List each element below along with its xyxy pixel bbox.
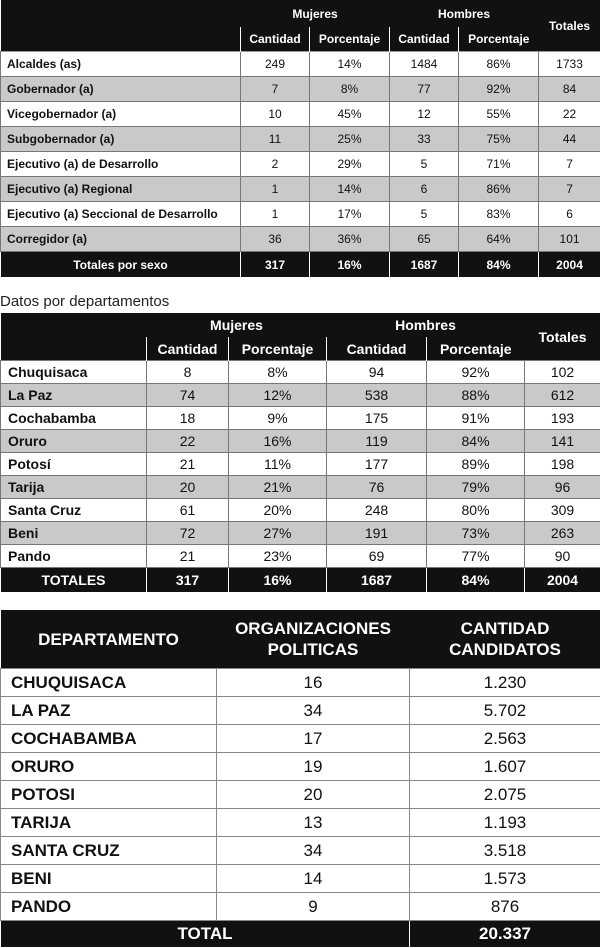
- header-porcentaje: Porcentaje: [459, 27, 539, 52]
- mujeres-porcentaje: 29%: [310, 152, 390, 177]
- row-label: Ejecutivo (a) Seccional de Desarrollo: [1, 202, 241, 227]
- table-row: [1, 669, 600, 697]
- table-row: [1, 77, 600, 102]
- hombres-cantidad: 33: [390, 127, 459, 152]
- mujeres-cantidad: 11: [241, 127, 310, 152]
- organizaciones-count: 13: [217, 809, 410, 837]
- hombres-cantidad: 76: [327, 476, 427, 499]
- mujeres-porcentaje: 17%: [310, 202, 390, 227]
- table-row: [1, 202, 600, 227]
- hombres-porcentaje: 84%: [427, 430, 525, 453]
- hombres-cantidad: 69: [327, 545, 427, 568]
- hombres-porcentaje: 80%: [427, 499, 525, 522]
- mujeres-cantidad: 1: [241, 177, 310, 202]
- mujeres-porcentaje: 27%: [229, 522, 327, 545]
- hombres-porcentaje: 75%: [459, 127, 539, 152]
- departamento-label: ORURO: [1, 753, 217, 781]
- row-total: 7: [539, 152, 600, 177]
- mujeres-cantidad: 21: [147, 545, 229, 568]
- table-row: [1, 865, 600, 893]
- table-row: [1, 361, 600, 384]
- header-blank: [1, 27, 241, 52]
- mujeres-cantidad: 72: [147, 522, 229, 545]
- totals-label: TOTALES: [1, 568, 147, 593]
- row-total: 7: [539, 177, 600, 202]
- mujeres-cantidad: 8: [147, 361, 229, 384]
- row-label: Gobernador (a): [1, 77, 241, 102]
- mujeres-cantidad: 20: [147, 476, 229, 499]
- header-totales: Totales: [525, 313, 600, 361]
- organizaciones-count: 34: [217, 697, 410, 725]
- header-totales: Totales: [539, 0, 600, 52]
- hombres-porcentaje: 73%: [427, 522, 525, 545]
- table-row: [1, 697, 600, 725]
- hombres-porcentaje: 83%: [459, 202, 539, 227]
- row-label: Alcaldes (as): [1, 52, 241, 77]
- table-row: [1, 781, 600, 809]
- mujeres-porcentaje: 45%: [310, 102, 390, 127]
- row-label: Corregidor (a): [1, 227, 241, 252]
- hombres-porcentaje: 77%: [427, 545, 525, 568]
- header-cantidad: Cantidad: [390, 27, 459, 52]
- mujeres-cantidad: 10: [241, 102, 310, 127]
- table-row: [1, 476, 600, 499]
- row-label: Pando: [1, 545, 147, 568]
- hombres-porcentaje: 71%: [459, 152, 539, 177]
- row-label: Oruro: [1, 430, 147, 453]
- row-total: 193: [525, 407, 600, 430]
- row-total: 22: [539, 102, 600, 127]
- row-label: Subgobernador (a): [1, 127, 241, 152]
- mujeres-porcentaje: 23%: [229, 545, 327, 568]
- table-row: [1, 453, 600, 476]
- row-label: La Paz: [1, 384, 147, 407]
- section-subtitle: Datos por departamentos: [0, 293, 170, 310]
- header-porcentaje: Porcentaje: [229, 337, 327, 361]
- table-row: [1, 52, 600, 77]
- mujeres-porcentaje: 8%: [310, 77, 390, 102]
- row-label: Cochabamba: [1, 407, 147, 430]
- hombres-cantidad: 175: [327, 407, 427, 430]
- row-label: Vicegobernador (a): [1, 102, 241, 127]
- header-mujeres: Mujeres: [241, 0, 390, 27]
- hombres-porcentaje: 86%: [459, 177, 539, 202]
- hombres-porcentaje: 89%: [427, 453, 525, 476]
- totals-row: [1, 252, 600, 278]
- hombres-porcentaje: 91%: [427, 407, 525, 430]
- hombres-cantidad: 119: [327, 430, 427, 453]
- candidatos-count: 2.563: [410, 725, 600, 753]
- hombres-porcentaje: 64%: [459, 227, 539, 252]
- table-row: [1, 753, 600, 781]
- mujeres-cantidad: 21: [147, 453, 229, 476]
- table-row: [1, 227, 600, 252]
- header-blank: [1, 313, 147, 337]
- hombres-porcentaje-total: 84%: [459, 252, 539, 278]
- mujeres-cantidad: 249: [241, 52, 310, 77]
- hombres-cantidad: 1484: [390, 52, 459, 77]
- header-cantidad-candidatos: CANTIDAD CANDIDATOS: [410, 610, 600, 669]
- candidatos-table: [0, 610, 600, 948]
- organizaciones-count: 9: [217, 893, 410, 921]
- candidatos-count: 1.230: [410, 669, 600, 697]
- hombres-cantidad: 538: [327, 384, 427, 407]
- table-row: [1, 725, 600, 753]
- hombres-cantidad: 94: [327, 361, 427, 384]
- hombres-cantidad: 65: [390, 227, 459, 252]
- row-total: 198: [525, 453, 600, 476]
- mujeres-porcentaje: 11%: [229, 453, 327, 476]
- mujeres-porcentaje: 8%: [229, 361, 327, 384]
- candidatos-count: 3.518: [410, 837, 600, 865]
- mujeres-cantidad: 1: [241, 202, 310, 227]
- row-total: 309: [525, 499, 600, 522]
- departamento-label: COCHABAMBA: [1, 725, 217, 753]
- organizaciones-count: 16: [217, 669, 410, 697]
- header-hombres: Hombres: [390, 0, 539, 27]
- table-row: [1, 499, 600, 522]
- row-total: 141: [525, 430, 600, 453]
- row-total: 90: [525, 545, 600, 568]
- mujeres-cantidad: 22: [147, 430, 229, 453]
- row-label: Beni: [1, 522, 147, 545]
- mujeres-porcentaje: 14%: [310, 177, 390, 202]
- grand-total: 2004: [525, 568, 600, 593]
- table-row: [1, 407, 600, 430]
- mujeres-cantidad: 61: [147, 499, 229, 522]
- totals-row: [1, 921, 600, 948]
- header-departamento: DEPARTAMENTO: [1, 610, 217, 669]
- mujeres-porcentaje-total: 16%: [229, 568, 327, 593]
- organizaciones-count: 34: [217, 837, 410, 865]
- table-row: [1, 809, 600, 837]
- hombres-cantidad: 12: [390, 102, 459, 127]
- table-row: [1, 893, 600, 921]
- mujeres-cantidad: 36: [241, 227, 310, 252]
- header-blank: [1, 0, 241, 27]
- hombres-porcentaje: 86%: [459, 52, 539, 77]
- table-row: [1, 837, 600, 865]
- totals-label: TOTAL: [1, 921, 410, 948]
- hombres-porcentaje: 79%: [427, 476, 525, 499]
- candidatos-count: 1.607: [410, 753, 600, 781]
- mujeres-cantidad-total: 317: [241, 252, 310, 278]
- mujeres-porcentaje-total: 16%: [310, 252, 390, 278]
- departamento-label: SANTA CRUZ: [1, 837, 217, 865]
- table-row: [1, 522, 600, 545]
- hombres-cantidad: 5: [390, 152, 459, 177]
- departamento-label: TARIJA: [1, 809, 217, 837]
- mujeres-porcentaje: 9%: [229, 407, 327, 430]
- mujeres-porcentaje: 12%: [229, 384, 327, 407]
- mujeres-porcentaje: 20%: [229, 499, 327, 522]
- header-porcentaje: Porcentaje: [427, 337, 525, 361]
- row-total: 612: [525, 384, 600, 407]
- hombres-porcentaje: 55%: [459, 102, 539, 127]
- header-blank: [1, 337, 147, 361]
- mujeres-porcentaje: 36%: [310, 227, 390, 252]
- organizaciones-count: 20: [217, 781, 410, 809]
- row-total: 102: [525, 361, 600, 384]
- hombres-cantidad: 6: [390, 177, 459, 202]
- header-organizaciones: ORGANIZACIONES POLITICAS: [217, 610, 410, 669]
- hombres-cantidad: 191: [327, 522, 427, 545]
- mujeres-porcentaje: 25%: [310, 127, 390, 152]
- cargos-table: [0, 0, 600, 278]
- organizaciones-count: 19: [217, 753, 410, 781]
- mujeres-porcentaje: 16%: [229, 430, 327, 453]
- row-total: 84: [539, 77, 600, 102]
- mujeres-cantidad: 18: [147, 407, 229, 430]
- candidatos-total: 20.337: [410, 921, 600, 948]
- table-row: [1, 152, 600, 177]
- header-cantidad: Cantidad: [241, 27, 310, 52]
- row-total: 44: [539, 127, 600, 152]
- row-total: 96: [525, 476, 600, 499]
- totals-row: [1, 568, 600, 593]
- candidatos-count: 1.573: [410, 865, 600, 893]
- header-cantidad: Cantidad: [147, 337, 229, 361]
- row-total: 6: [539, 202, 600, 227]
- header-hombres: Hombres: [327, 313, 525, 337]
- departamento-label: LA PAZ: [1, 697, 217, 725]
- mujeres-cantidad-total: 317: [147, 568, 229, 593]
- row-total: 263: [525, 522, 600, 545]
- hombres-cantidad-total: 1687: [390, 252, 459, 278]
- row-label: Santa Cruz: [1, 499, 147, 522]
- grand-total: 2004: [539, 252, 600, 278]
- hombres-porcentaje: 92%: [459, 77, 539, 102]
- candidatos-count: 1.193: [410, 809, 600, 837]
- hombres-porcentaje: 92%: [427, 361, 525, 384]
- hombres-cantidad-total: 1687: [327, 568, 427, 593]
- table-row: [1, 430, 600, 453]
- mujeres-cantidad: 2: [241, 152, 310, 177]
- row-label: Ejecutivo (a) de Desarrollo: [1, 152, 241, 177]
- organizaciones-count: 14: [217, 865, 410, 893]
- mujeres-cantidad: 74: [147, 384, 229, 407]
- departamento-label: PANDO: [1, 893, 217, 921]
- row-total: 1733: [539, 52, 600, 77]
- row-label: Tarija: [1, 476, 147, 499]
- mujeres-porcentaje: 21%: [229, 476, 327, 499]
- departamento-label: BENI: [1, 865, 217, 893]
- header-porcentaje: Porcentaje: [310, 27, 390, 52]
- table-row: [1, 177, 600, 202]
- header-mujeres: Mujeres: [147, 313, 327, 337]
- candidatos-count: 876: [410, 893, 600, 921]
- row-label: Ejecutivo (a) Regional: [1, 177, 241, 202]
- mujeres-porcentaje: 14%: [310, 52, 390, 77]
- hombres-porcentaje-total: 84%: [427, 568, 525, 593]
- table-row: [1, 384, 600, 407]
- hombres-cantidad: 77: [390, 77, 459, 102]
- table-row: [1, 127, 600, 152]
- hombres-cantidad: 177: [327, 453, 427, 476]
- organizaciones-count: 17: [217, 725, 410, 753]
- row-total: 101: [539, 227, 600, 252]
- table-row: [1, 545, 600, 568]
- hombres-cantidad: 248: [327, 499, 427, 522]
- header-cantidad: Cantidad: [327, 337, 427, 361]
- row-label: Potosí: [1, 453, 147, 476]
- mujeres-cantidad: 7: [241, 77, 310, 102]
- row-label: Chuquisaca: [1, 361, 147, 384]
- totals-label: Totales por sexo: [1, 252, 241, 278]
- candidatos-count: 5.702: [410, 697, 600, 725]
- departamento-label: CHUQUISACA: [1, 669, 217, 697]
- hombres-porcentaje: 88%: [427, 384, 525, 407]
- departamentos-table: [0, 313, 600, 593]
- departamento-label: POTOSI: [1, 781, 217, 809]
- candidatos-count: 2.075: [410, 781, 600, 809]
- table-row: [1, 102, 600, 127]
- hombres-cantidad: 5: [390, 202, 459, 227]
